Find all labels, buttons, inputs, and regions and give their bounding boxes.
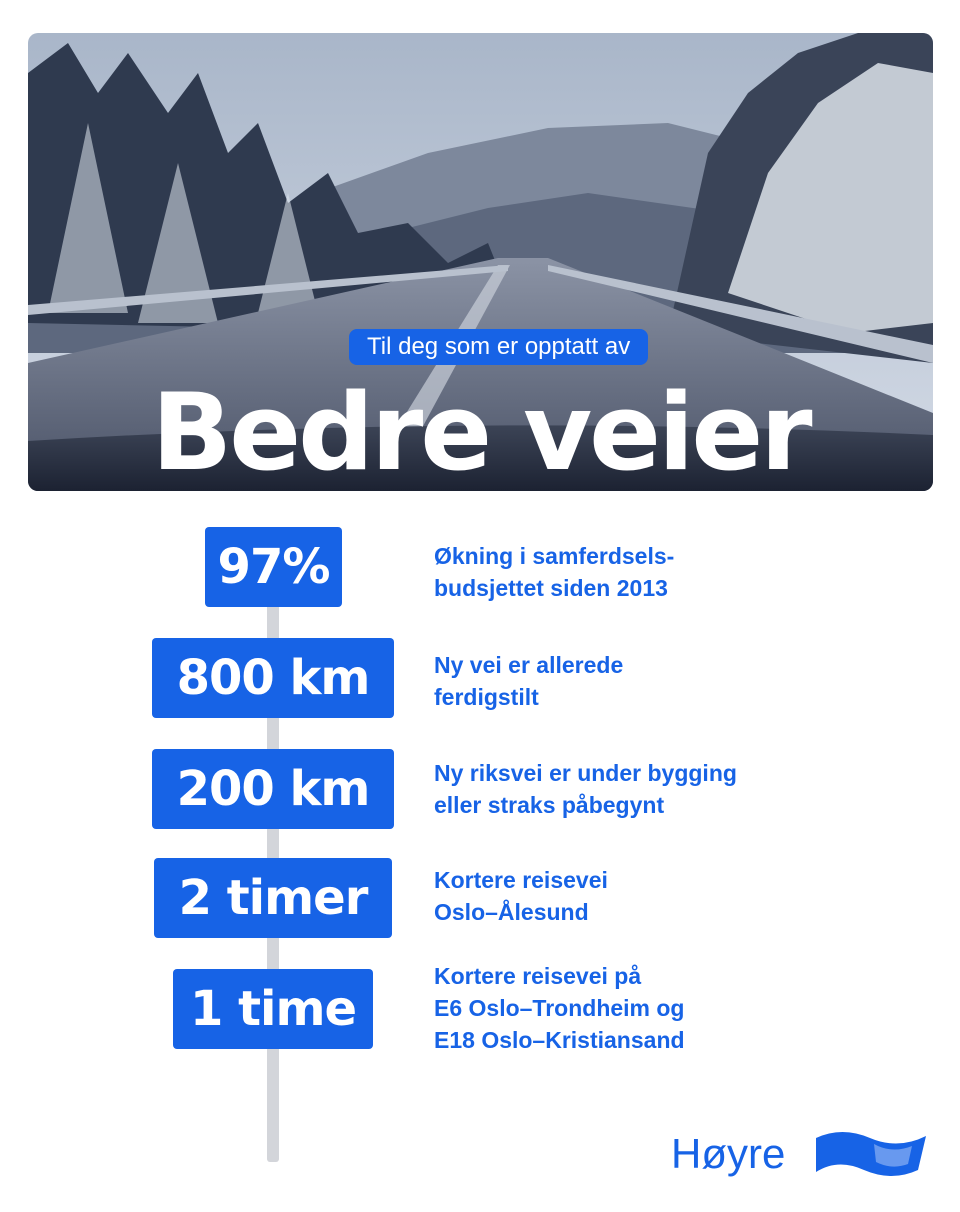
stat-desc-trondheim (434, 960, 685, 1056)
stat-desc-line: Kortere reisevei (434, 867, 608, 893)
stat-desc-line: budsjettet siden 2013 (434, 575, 668, 601)
stat-desc-line: Ny vei er allerede (434, 652, 624, 678)
stat-desc-line: E18 Oslo–Kristiansand (434, 1027, 685, 1053)
sign-pole (267, 540, 279, 1162)
stat-sign-budget: 97% (205, 527, 342, 607)
stat-desc-new-road (434, 649, 623, 713)
hero-title: Bedre veier (151, 371, 810, 491)
stat-desc-line: Oslo–Ålesund (434, 899, 589, 925)
stat-sign-construction: 200 km (152, 749, 394, 829)
stat-sign-alesund: 2 timer (154, 858, 392, 938)
stat-sign-trondheim: 1 time (173, 969, 373, 1049)
stat-sign-new-road: 800 km (152, 638, 394, 718)
stat-desc-line: E6 Oslo–Trondheim og (434, 995, 685, 1021)
stat-desc-line: Kortere reisevei på (434, 963, 642, 989)
hero-eyebrow: Til deg som er opptatt av (349, 329, 648, 365)
flag-logo-icon (812, 1124, 932, 1184)
hero-banner (28, 33, 933, 491)
stat-desc-line: Økning i samferdsels- (434, 543, 675, 569)
brand-name: Høyre (671, 1130, 786, 1177)
stat-desc-budget (434, 540, 674, 604)
stat-desc-line: Ny riksvei er under bygging (434, 760, 737, 786)
stat-desc-construction (434, 757, 737, 821)
stat-desc-line: ferdigstilt (434, 684, 539, 710)
stat-desc-alesund (434, 864, 608, 928)
stat-desc-line: eller straks påbegynt (434, 792, 665, 818)
